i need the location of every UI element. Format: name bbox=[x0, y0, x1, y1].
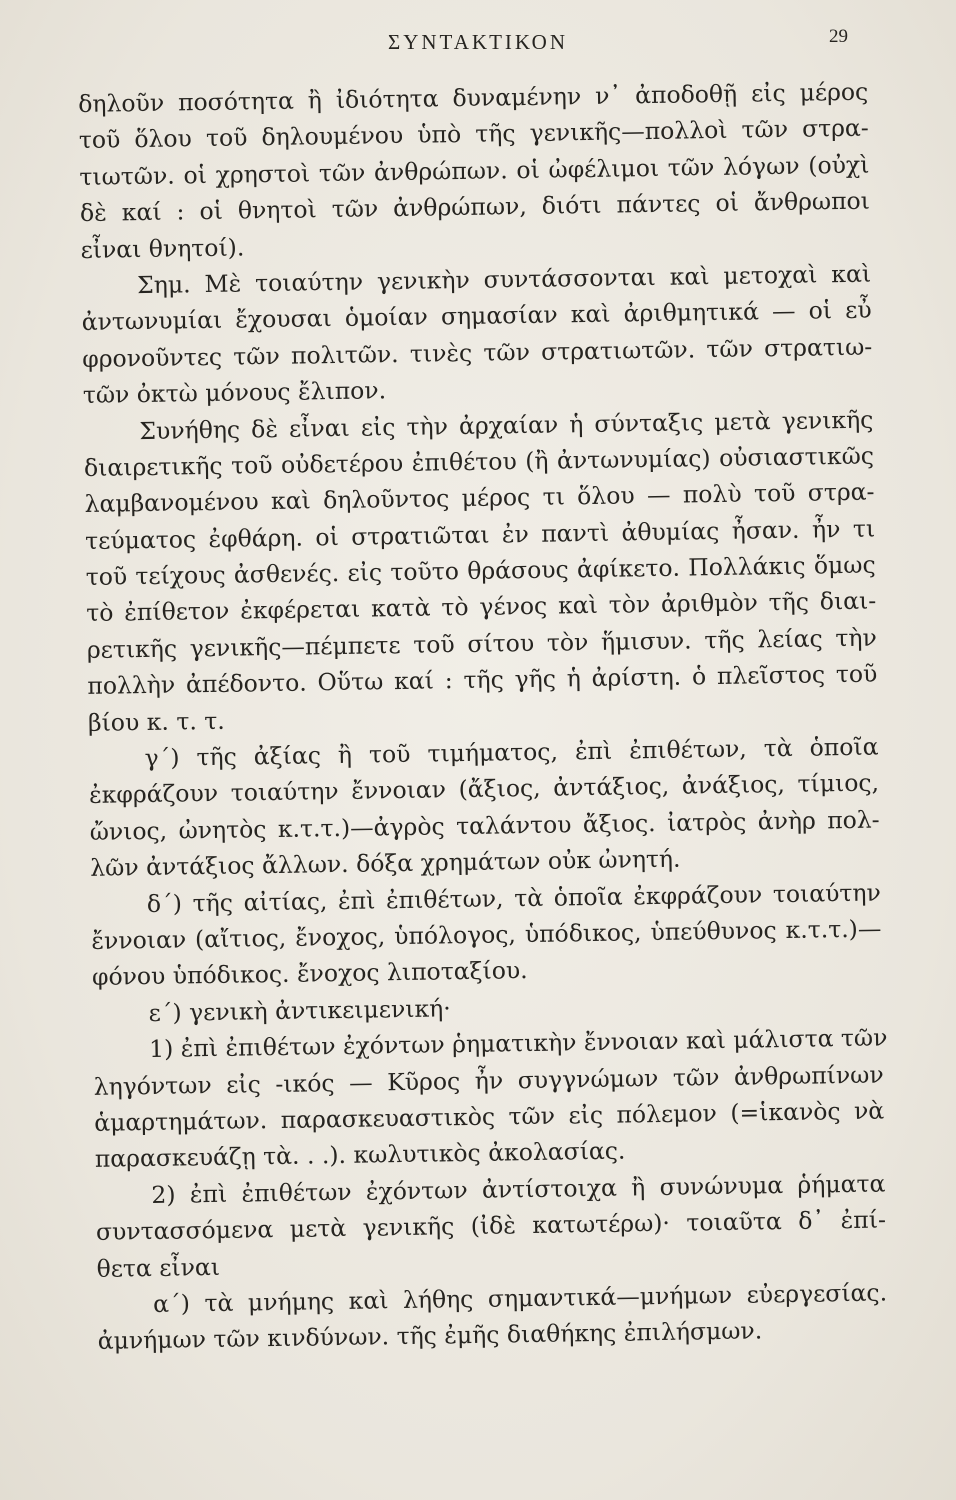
text-line: ἀντωνυμίαι ἔχουσαι ὁμοίαν σημασίαν καὶ ἀριθμητικά — οἱ εὖ bbox=[81, 295, 872, 337]
text-line: ε΄) γενικὴ ἀντικειμενική· bbox=[148, 994, 451, 1027]
text-line: 2) ἐπὶ ἐπιθέτων ἐχόντων ἀντίστοιχα ἢ συνώνυμα ῥήματα bbox=[151, 1169, 886, 1209]
text-line: ἐκφράζουν τοιαύτην ἔννοιαν (ἄξιος, ἀντάξιος, ἀνάξιος, τίμιος, bbox=[88, 768, 880, 810]
text-line: λαμβανομένου καὶ δηλοῦντος μέρος τι ὅλου — πολὺ τοῦ στρα- bbox=[84, 477, 875, 519]
text-line: τοῦ τείχους ἀσθενές. εἰς τοῦτο θράσους ἀφίκετο. Πολλάκις ὅμως bbox=[85, 550, 876, 592]
text-line: ρετικῆς γενικῆς—πέμπετε τοῦ σίτου τὸν ἥμισυν. τῆς λείας τὴν bbox=[86, 623, 877, 664]
text-line: τιωτῶν. οἱ χρηστοὶ τῶν ἀνθρώπων. οἱ ὠφέλιμοι τῶν λόγων (οὐχὶ bbox=[79, 150, 870, 191]
text-line: λῶν ἀντάξιος ἄλλων. δόξα χρημάτων οὐκ ὠνητή. bbox=[90, 844, 681, 883]
text-line: ἀμνήμων τῶν κινδύνων. τῆς ἐμῆς διαθήκης ἐπιλήσμων. bbox=[97, 1316, 763, 1356]
text-line: τῶν ὀκτὼ μόνους ἔλιπον. bbox=[82, 376, 387, 410]
text-line: Σημ. Μὲ τοιαύτην γενικὴν συντάσσονται καὶ μετοχαὶ καὶ bbox=[136, 259, 872, 300]
text-line: Συνήθης δὲ εἶναι εἰς τὴν ἀρχαίαν ἡ σύνταξις μετὰ γενικῆς bbox=[139, 405, 874, 445]
text-line: γ΄) τῆς ἀξίας ἢ τοῦ τιμήματος, ἐπὶ ἐπιθέτων, τὰ ὁποῖα bbox=[144, 732, 879, 773]
text-line: διαιρετικῆς τοῦ οὐδετέρου ἐπιθέτου (ἢ ἀντωνυμίας) οὐσιαστικῶς bbox=[83, 441, 875, 482]
text-line: πολλὴν ἀπέδοντο. Οὕτω καί : τῆς γῆς ἡ ἀρίστη. ὁ πλεῖστος τοῦ bbox=[87, 659, 878, 701]
text-line: παρασκευάζῃ τὰ. . .). κωλυτικὸς ἀκολασίας. bbox=[94, 1136, 626, 1174]
text-line: φρονοῦντες τῶν πολιτῶν. τινὲς τῶν στρατιωτῶν. τῶν στρατιω- bbox=[82, 332, 873, 373]
text-line: δὲ καί : οἱ θνητοὶ τῶν ἀνθρώπων, διότι πάντες οἱ ἄνθρωποι bbox=[79, 186, 871, 228]
text-line: τὸ ἐπίθετον ἐκφέρεται κατὰ τὸ γένος καὶ τὸν ἀριθμὸν τῆς διαι- bbox=[86, 586, 877, 628]
text-line: ἔννοιαν (αἴτιος, ἔνοχος, ὑπόλογος, ὑπόδικος, ὑπεύθυνος κ.τ.τ.)— bbox=[91, 914, 882, 955]
text-line: τεύματος ἐφθάρη. οἱ στρατιῶται ἐν παντὶ ἀθυμίας ἦσαν. ἦν τι bbox=[84, 514, 876, 555]
page-number: 29 bbox=[829, 26, 848, 47]
text-line: ὤνιος, ὠνητὸς κ.τ.τ.)—ἀγρὸς ταλάντου ἄξιος. ἰατρὸς ἀνὴρ πολ- bbox=[89, 805, 880, 846]
text-line: φόνου ὑπόδικος. ἔνοχος λιποταξίου. bbox=[91, 956, 528, 992]
text-line: α΄) τὰ μνήμης καὶ λήθης σημαντικά—μνήμων εὐεργεσίας. bbox=[152, 1278, 888, 1318]
text-line: δ΄) τῆς αἰτίας, ἐπὶ ἐπιθέτων, τὰ ὁποῖα ἐκφράζουν τοιαύτην bbox=[146, 878, 881, 918]
text-line: 1) ἐπὶ ἐπιθέτων ἐχόντων ῥηματικὴν ἔννοιαν καὶ μάλιστα τῶν bbox=[148, 1023, 888, 1064]
text-line: θετα εἶναι bbox=[96, 1252, 221, 1283]
text-line: τοῦ ὅλου τοῦ δηλουμένου ὑπὸ τῆς γενικῆς—πολλοὶ τῶν στρα- bbox=[78, 113, 869, 155]
running-title: ΣΥΝΤΑΚΤΙΚΟΝ bbox=[388, 30, 568, 54]
text-line: εἶναι θνητοί). bbox=[80, 232, 245, 264]
text-line: συντασσόμενα μετὰ γενικῆς (ἰδὲ κατωτέρω)· τοιαῦτα δ᾽ ἐπί- bbox=[95, 1205, 887, 1246]
text-line: βίου κ. τ. τ. bbox=[87, 706, 225, 737]
body-text bbox=[78, 74, 888, 1360]
text-line: ληγόντων εἰς -ικός — Κῦρος ἦν συγγνώμων τῶν ἀνθρωπίνων bbox=[93, 1060, 884, 1101]
text-line: δηλοῦν ποσότητα ἢ ἰδιότητα δυναμένην ν᾽ ἀποδοθῇ εἰς μέρος bbox=[78, 77, 869, 118]
text-line: ἁμαρτημάτων. παρασκευαστικὸς τῶν εἰς πόλεμον (=ἱκανὸς νὰ bbox=[94, 1096, 885, 1137]
